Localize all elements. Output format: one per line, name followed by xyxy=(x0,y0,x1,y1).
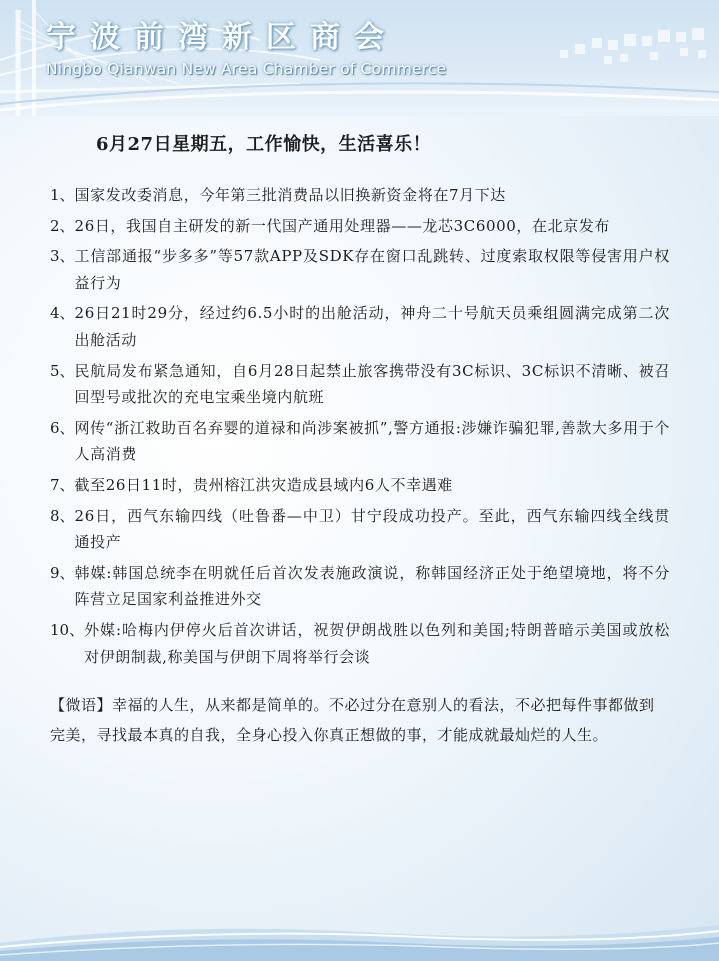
news-number: 4、 xyxy=(50,304,75,323)
news-text: 26日21时29分，经过约6.5小时的出舱活动，神舟二十号航天员乘组圆满完成第二次出舱活动 xyxy=(74,304,670,349)
news-text: 26日，我国自主研发的新一代国产通用处理器——龙芯3C6000，在北京发布 xyxy=(74,216,611,235)
micro-quote xyxy=(50,690,670,750)
news-item xyxy=(50,472,670,499)
news-number: 1、 xyxy=(50,186,75,204)
news-text: 工信部通报“步多多”等57款APP及SDK存在窗口乱跳转、过度索取权限等侵害用户权益行为 xyxy=(74,247,670,292)
news-number: 10、 xyxy=(50,620,85,639)
news-item xyxy=(50,182,670,209)
news-item xyxy=(50,415,670,468)
news-item xyxy=(50,213,670,240)
news-item xyxy=(50,560,670,613)
news-text: 26日，西气东输四线（吐鲁番—中卫）甘宁段成功投产。至此，西气东输四线全线贯通投产 xyxy=(74,506,670,552)
news-text: 国家发改委消息，今年第三批消费品以旧换新资金将在7月下达 xyxy=(74,186,506,204)
news-text: 韩媒:韩国总统李在明就任后首次发表施政演说，称韩国经济正处于绝望境地，将不分阵营立足国家利益推进外交 xyxy=(74,563,670,609)
news-text: 截至26日11时，贵州榕江洪灾造成县域内6人不幸遇难 xyxy=(74,475,453,494)
news-number: 2、 xyxy=(50,216,75,235)
news-text: 网传“浙江救助百名弃婴的道禄和尚涉案被抓”,警方通报:涉嫌诈骗犯罪,善款大多用于个人高消费 xyxy=(74,418,670,464)
news-number: 3、 xyxy=(50,247,75,266)
news-item xyxy=(50,300,670,353)
micro-quote-tag: 【微语】 xyxy=(50,696,113,714)
news-number: 7、 xyxy=(50,475,75,494)
micro-quote-text: 幸福的人生，从来都是简单的。不必过分在意别人的看法，不必把每件事都做到完美，寻找最本真的自我，全身心投入你真正想做的事，才能成就最灿烂的人生。 xyxy=(50,696,655,744)
news-item xyxy=(50,503,670,556)
chamber-title-chinese: 宁波前湾新区商会 xyxy=(46,20,398,55)
date-greeting: 6月27日星期五，工作愉快，生活喜乐！ xyxy=(96,134,432,155)
news-number: 5、 xyxy=(50,361,75,380)
chamber-title-english: Ningbo Qianwan New Area Chamber of Commerce xyxy=(46,60,447,78)
news-item xyxy=(50,617,670,670)
news-item xyxy=(50,243,670,296)
news-number: 9、 xyxy=(50,563,75,582)
footer-wave xyxy=(0,881,719,961)
news-number: 6、 xyxy=(50,418,75,437)
news-text: 外媒:哈梅内伊停火后首次讲话，祝贺伊朗战胜以色列和美国;特朗普暗示美国或放松对伊朗制裁,称美国与伊朗下周将举行会谈 xyxy=(84,620,670,666)
news-list xyxy=(50,182,670,674)
news-number: 8、 xyxy=(50,506,75,525)
news-item xyxy=(50,358,670,411)
news-text: 民航局发布紧急通知，自6月28日起禁止旅客携带没有3C标识、3C标识不清晰、被召回型号或批次的充电宝乘坐境内航班 xyxy=(74,361,670,407)
